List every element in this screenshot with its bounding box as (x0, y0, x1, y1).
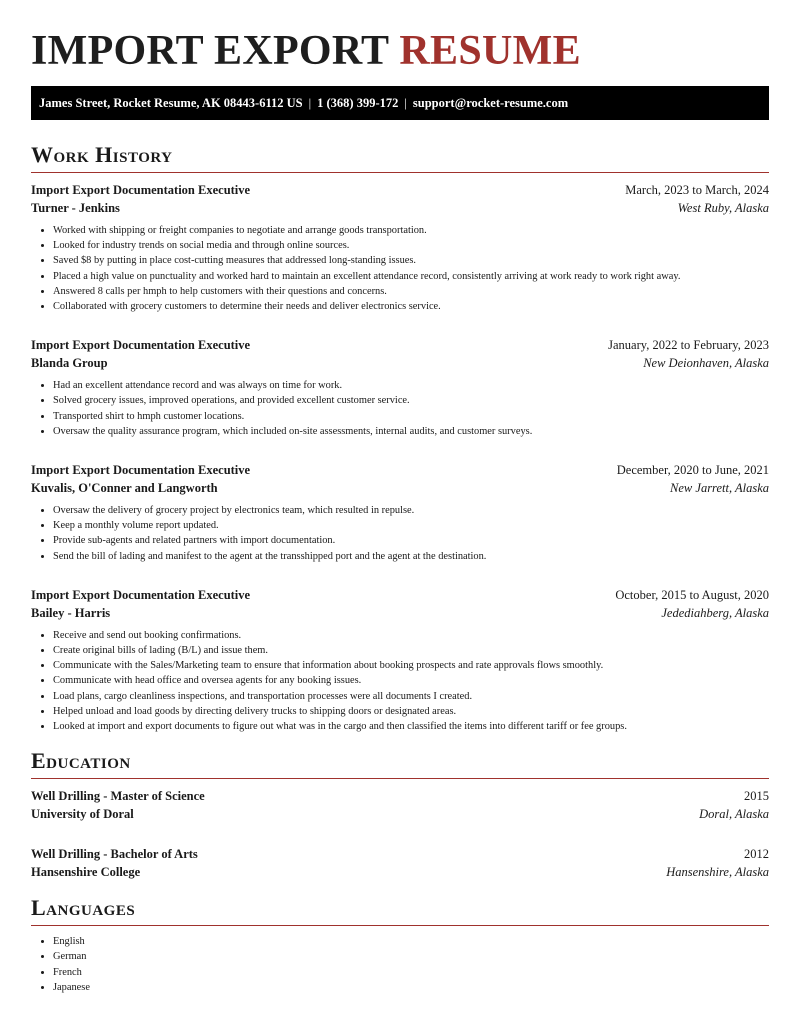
contact-phone: 1 (368) 399-172 (317, 96, 399, 110)
job-bullet-item: • Had an excellent attendance record and was always on time for work. (53, 378, 769, 393)
job-bullet-item: • Looked at import and export documents to figure out what was in the cargo and then classified the items into different tariff or fee groups. (53, 719, 769, 734)
language-item: • Japanese (53, 980, 769, 995)
job-company-row (31, 479, 769, 497)
education-list (31, 787, 769, 881)
job-company-row (31, 604, 769, 622)
job-dates: January, 2022 to February, 2023 (608, 338, 769, 353)
section-divider (31, 172, 769, 173)
education-school-row (31, 863, 769, 881)
job-entry (31, 586, 769, 734)
job-bullets (31, 223, 769, 314)
job-bullet-item: • Keep a monthly volume report updated. (53, 518, 769, 533)
job-location: West Ruby, Alaska (677, 201, 769, 215)
education-heading: Education (31, 748, 131, 774)
job-entry (31, 336, 769, 439)
job-dates: October, 2015 to August, 2020 (615, 587, 769, 602)
job-spacer (31, 564, 769, 578)
job-entry (31, 461, 769, 564)
language-item: • English (53, 934, 769, 949)
job-bullet-item: • Send the bill of lading and manifest to the agent at the transshipped port and the agent at the destination. (53, 549, 769, 564)
resume-page (31, 0, 769, 995)
job-dates: March, 2023 to March, 2024 (625, 183, 769, 197)
resume-title (31, 28, 769, 74)
job-bullet-item: • Collaborated with grocery customers to determine their needs and deliver electronics service. (53, 299, 769, 314)
education-school-row (31, 805, 769, 823)
languages-heading: Languages (31, 895, 136, 921)
job-role: Import Export Documentation Executive (31, 463, 251, 478)
job-role: Import Export Documentation Executive (31, 587, 251, 602)
work-history-heading: Work History (31, 142, 173, 167)
job-bullet-item: • Communicate with head office and oversea agents for any booking issues. (53, 673, 769, 688)
job-bullet-item: • Communicate with the Sales/Marketing team to ensure that information about booking prospects and rate approvals flows smoothly. (53, 658, 769, 673)
job-location: New Jarrett, Alaska (670, 481, 769, 496)
education-degree: Well Drilling - Bachelor of Arts (31, 847, 198, 862)
contact-email[interactable]: support@rocket-resume.com (412, 96, 569, 110)
contact-separator: | (308, 96, 312, 110)
education-location: Hansenshire, Alaska (666, 865, 769, 880)
job-entry (31, 181, 769, 314)
job-bullet-item: • Helped unload and load goods by directing delivery trucks to shipping doors or designated areas. (53, 704, 769, 719)
job-bullets (31, 503, 769, 564)
job-spacer (31, 314, 769, 328)
job-bullet-item: • Solved grocery issues, improved operations, and provided excellent customer service. (53, 393, 769, 408)
education-year: 2015 (744, 789, 769, 804)
job-company: Bailey - Harris (31, 605, 111, 620)
job-bullet-item: • Load plans, cargo cleanliness inspections, and transportation processes were all documents I created. (53, 689, 769, 704)
job-bullet-item: • Saved $8 by putting in place cost-cutting measures that addressed long-standing issues. (53, 253, 769, 268)
job-company-row (31, 199, 769, 217)
education-school: Hansenshire College (31, 865, 141, 880)
language-item: • German (53, 949, 769, 964)
job-spacer (31, 439, 769, 453)
section-divider (31, 778, 769, 779)
job-bullet-item: • Looked for industry trends on social media and through online sources. (53, 238, 769, 253)
job-bullet-item: • Answered 8 calls per hmph to help customers with their questions and concerns. (53, 284, 769, 299)
job-bullet-item: • Worked with shipping or freight companies to negotiate and arrange goods transportation. (53, 223, 769, 238)
languages-list (31, 934, 769, 995)
education-entry (31, 787, 769, 823)
title-main: IMPORT EXPORT (31, 28, 400, 74)
section-divider (31, 925, 769, 926)
title-accent: RESUME (399, 28, 581, 74)
job-bullet-item: • Placed a high value on punctuality and worked hard to maintain an excellent attendance record, consistently arriving at work ready to work right away. (53, 269, 769, 284)
education-year: 2012 (744, 847, 769, 862)
job-bullet-item: • Oversaw the quality assurance program, which included on-site assessments, internal audits, and customer surveys. (53, 424, 769, 439)
education-school: University of Doral (31, 807, 134, 822)
job-bullet-item: • Create original bills of lading (B/L) and issue them. (53, 643, 769, 658)
job-role: Import Export Documentation Executive (31, 338, 251, 353)
job-header-row (31, 586, 769, 604)
job-bullets (31, 378, 769, 439)
job-header-row (31, 461, 769, 479)
contact-address: James Street, Rocket Resume, AK 08443-6112 US (39, 96, 303, 110)
job-bullet-item: • Transported shirt to hmph customer locations. (53, 409, 769, 424)
work-history-list (31, 181, 769, 734)
job-company-row (31, 354, 769, 372)
job-dates: December, 2020 to June, 2021 (616, 463, 769, 478)
job-bullets (31, 628, 769, 734)
job-bullet-item: • Oversaw the delivery of grocery project by electronics team, which resulted in repulse. (53, 503, 769, 518)
job-location: New Deionhaven, Alaska (643, 356, 769, 371)
job-bullet-item: • Receive and send out booking confirmations. (53, 628, 769, 643)
education-location: Doral, Alaska (699, 807, 769, 822)
contact-bar (31, 86, 769, 120)
education-header-row (31, 787, 769, 805)
language-item: • French (53, 965, 769, 980)
job-location: Jedediahberg, Alaska (661, 605, 769, 620)
contact-separator: | (404, 96, 407, 110)
job-company: Blanda Group (31, 356, 108, 371)
job-company: Turner - Jenkins (31, 201, 120, 215)
education-entry (31, 845, 769, 881)
education-spacer (31, 823, 769, 837)
job-bullet-item: • Provide sub-agents and related partners with import documentation. (53, 533, 769, 548)
education-degree: Well Drilling - Master of Science (31, 789, 205, 804)
education-header-row (31, 845, 769, 863)
job-role: Import Export Documentation Executive (31, 183, 251, 197)
job-company: Kuvalis, O'Conner and Langworth (31, 481, 218, 496)
job-header-row (31, 181, 769, 199)
job-header-row (31, 336, 769, 354)
